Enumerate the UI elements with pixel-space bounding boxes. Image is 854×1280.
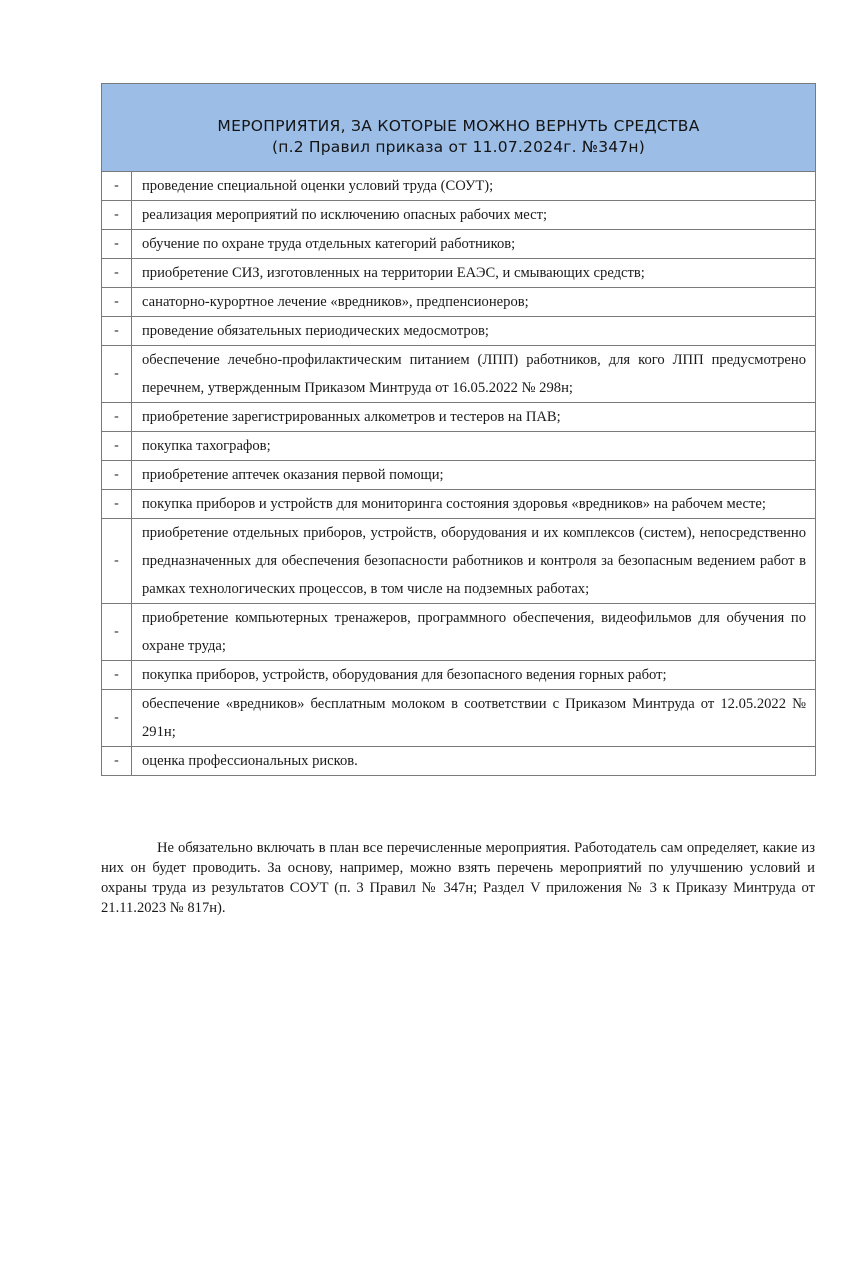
table-row (102, 201, 816, 230)
table-row (102, 172, 816, 201)
table-row (102, 288, 816, 317)
table-header-row (102, 84, 816, 172)
row-marker: - (102, 519, 132, 604)
row-text: приобретение аптечек оказания первой помощи; (132, 461, 816, 490)
row-marker: - (102, 172, 132, 201)
row-text: приобретение компьютерных тренажеров, программного обеспечения, видеофильмов для обучения по охране труда; (132, 604, 816, 661)
explanatory-note: Не обязательно включать в план все перечисленные мероприятия. Работодатель сам определяет, какие из них он будет проводить. За основу, например, можно взять перечень мероприятий по улучшению условий и охраны труда из результатов СОУТ (п. 3 Правил № 347н; Раздел V приложения № 3 к Приказу Минтруда от 21.11.2023 № 817н). (101, 840, 815, 916)
row-marker: - (102, 432, 132, 461)
table-row (102, 317, 816, 346)
table-row (102, 690, 816, 747)
row-marker: - (102, 690, 132, 747)
row-text: проведение обязательных периодических медосмотров; (132, 317, 816, 346)
row-marker: - (102, 259, 132, 288)
table-row (102, 230, 816, 259)
row-text: покупка приборов, устройств, оборудования для безопасного ведения горных работ; (132, 661, 816, 690)
table-row (102, 490, 816, 519)
row-marker: - (102, 461, 132, 490)
table-header (102, 84, 816, 172)
row-text: реализация мероприятий по исключению опасных рабочих мест; (132, 201, 816, 230)
table-row (102, 346, 816, 403)
table-title: МЕРОПРИЯТИЯ, ЗА КОТОРЫЕ МОЖНО ВЕРНУТЬ СРЕДСТВА (217, 116, 700, 135)
row-text: обучение по охране труда отдельных категорий работников; (132, 230, 816, 259)
row-text: обеспечение «вредников» бесплатным молоком в соответствии с Приказом Минтруда от 12.05.2022 № 291н; (132, 690, 816, 747)
row-marker: - (102, 288, 132, 317)
row-marker: - (102, 490, 132, 519)
table-row (102, 461, 816, 490)
row-marker: - (102, 317, 132, 346)
row-marker: - (102, 346, 132, 403)
row-text: проведение специальной оценки условий труда (СОУТ); (132, 172, 816, 201)
row-text: приобретение СИЗ, изготовленных на территории ЕАЭС, и смывающих средств; (132, 259, 816, 288)
table-row (102, 604, 816, 661)
row-text: приобретение зарегистрированных алкометров и тестеров на ПАВ; (132, 403, 816, 432)
row-marker: - (102, 747, 132, 776)
row-text: покупка тахографов; (132, 432, 816, 461)
row-text: санаторно-курортное лечение «вредников», предпенсионеров; (132, 288, 816, 317)
row-text: приобретение отдельных приборов, устройств, оборудования и их комплексов (систем), непосредственно предназначенных для обеспечения безопасности работников и контроля за безопасным ведением работ в рамках технологических процессов, в том числе на подземных работах; (132, 519, 816, 604)
table-row (102, 259, 816, 288)
table-row (102, 403, 816, 432)
row-text: обеспечение лечебно-профилактическим питанием (ЛПП) работников, для кого ЛПП предусмотрено перечнем, утвержденным Приказом Минтруда от 16.05.2022 № 298н; (132, 346, 816, 403)
table-row (102, 519, 816, 604)
row-marker: - (102, 230, 132, 259)
row-marker: - (102, 661, 132, 690)
row-text: покупка приборов и устройств для мониторинга состояния здоровья «вредников» на рабочем месте; (132, 490, 816, 519)
row-marker: - (102, 403, 132, 432)
table-row (102, 747, 816, 776)
table-row (102, 432, 816, 461)
row-marker: - (102, 201, 132, 230)
table-row (102, 661, 816, 690)
table-subtitle: (п.2 Правил приказа от 11.07.2024г. №347н) (272, 137, 645, 156)
row-marker: - (102, 604, 132, 661)
measures-table (101, 83, 816, 776)
row-text: оценка профессиональных рисков. (132, 747, 816, 776)
document-body (101, 83, 815, 776)
